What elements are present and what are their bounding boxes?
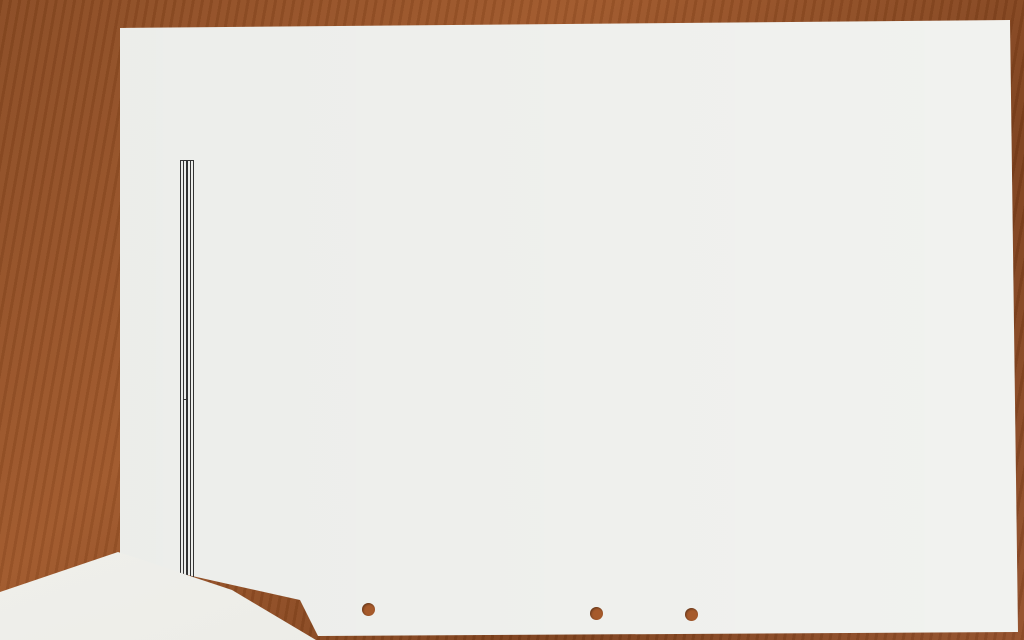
seedling-difficult-title: [191, 161, 194, 640]
punch-hole: [685, 608, 698, 621]
punch-hole: [590, 607, 603, 620]
rotated-document: [180, 160, 860, 640]
punch-hole: [362, 603, 375, 616]
labor-table: [180, 160, 187, 640]
seedling-easy-table: [187, 160, 194, 640]
